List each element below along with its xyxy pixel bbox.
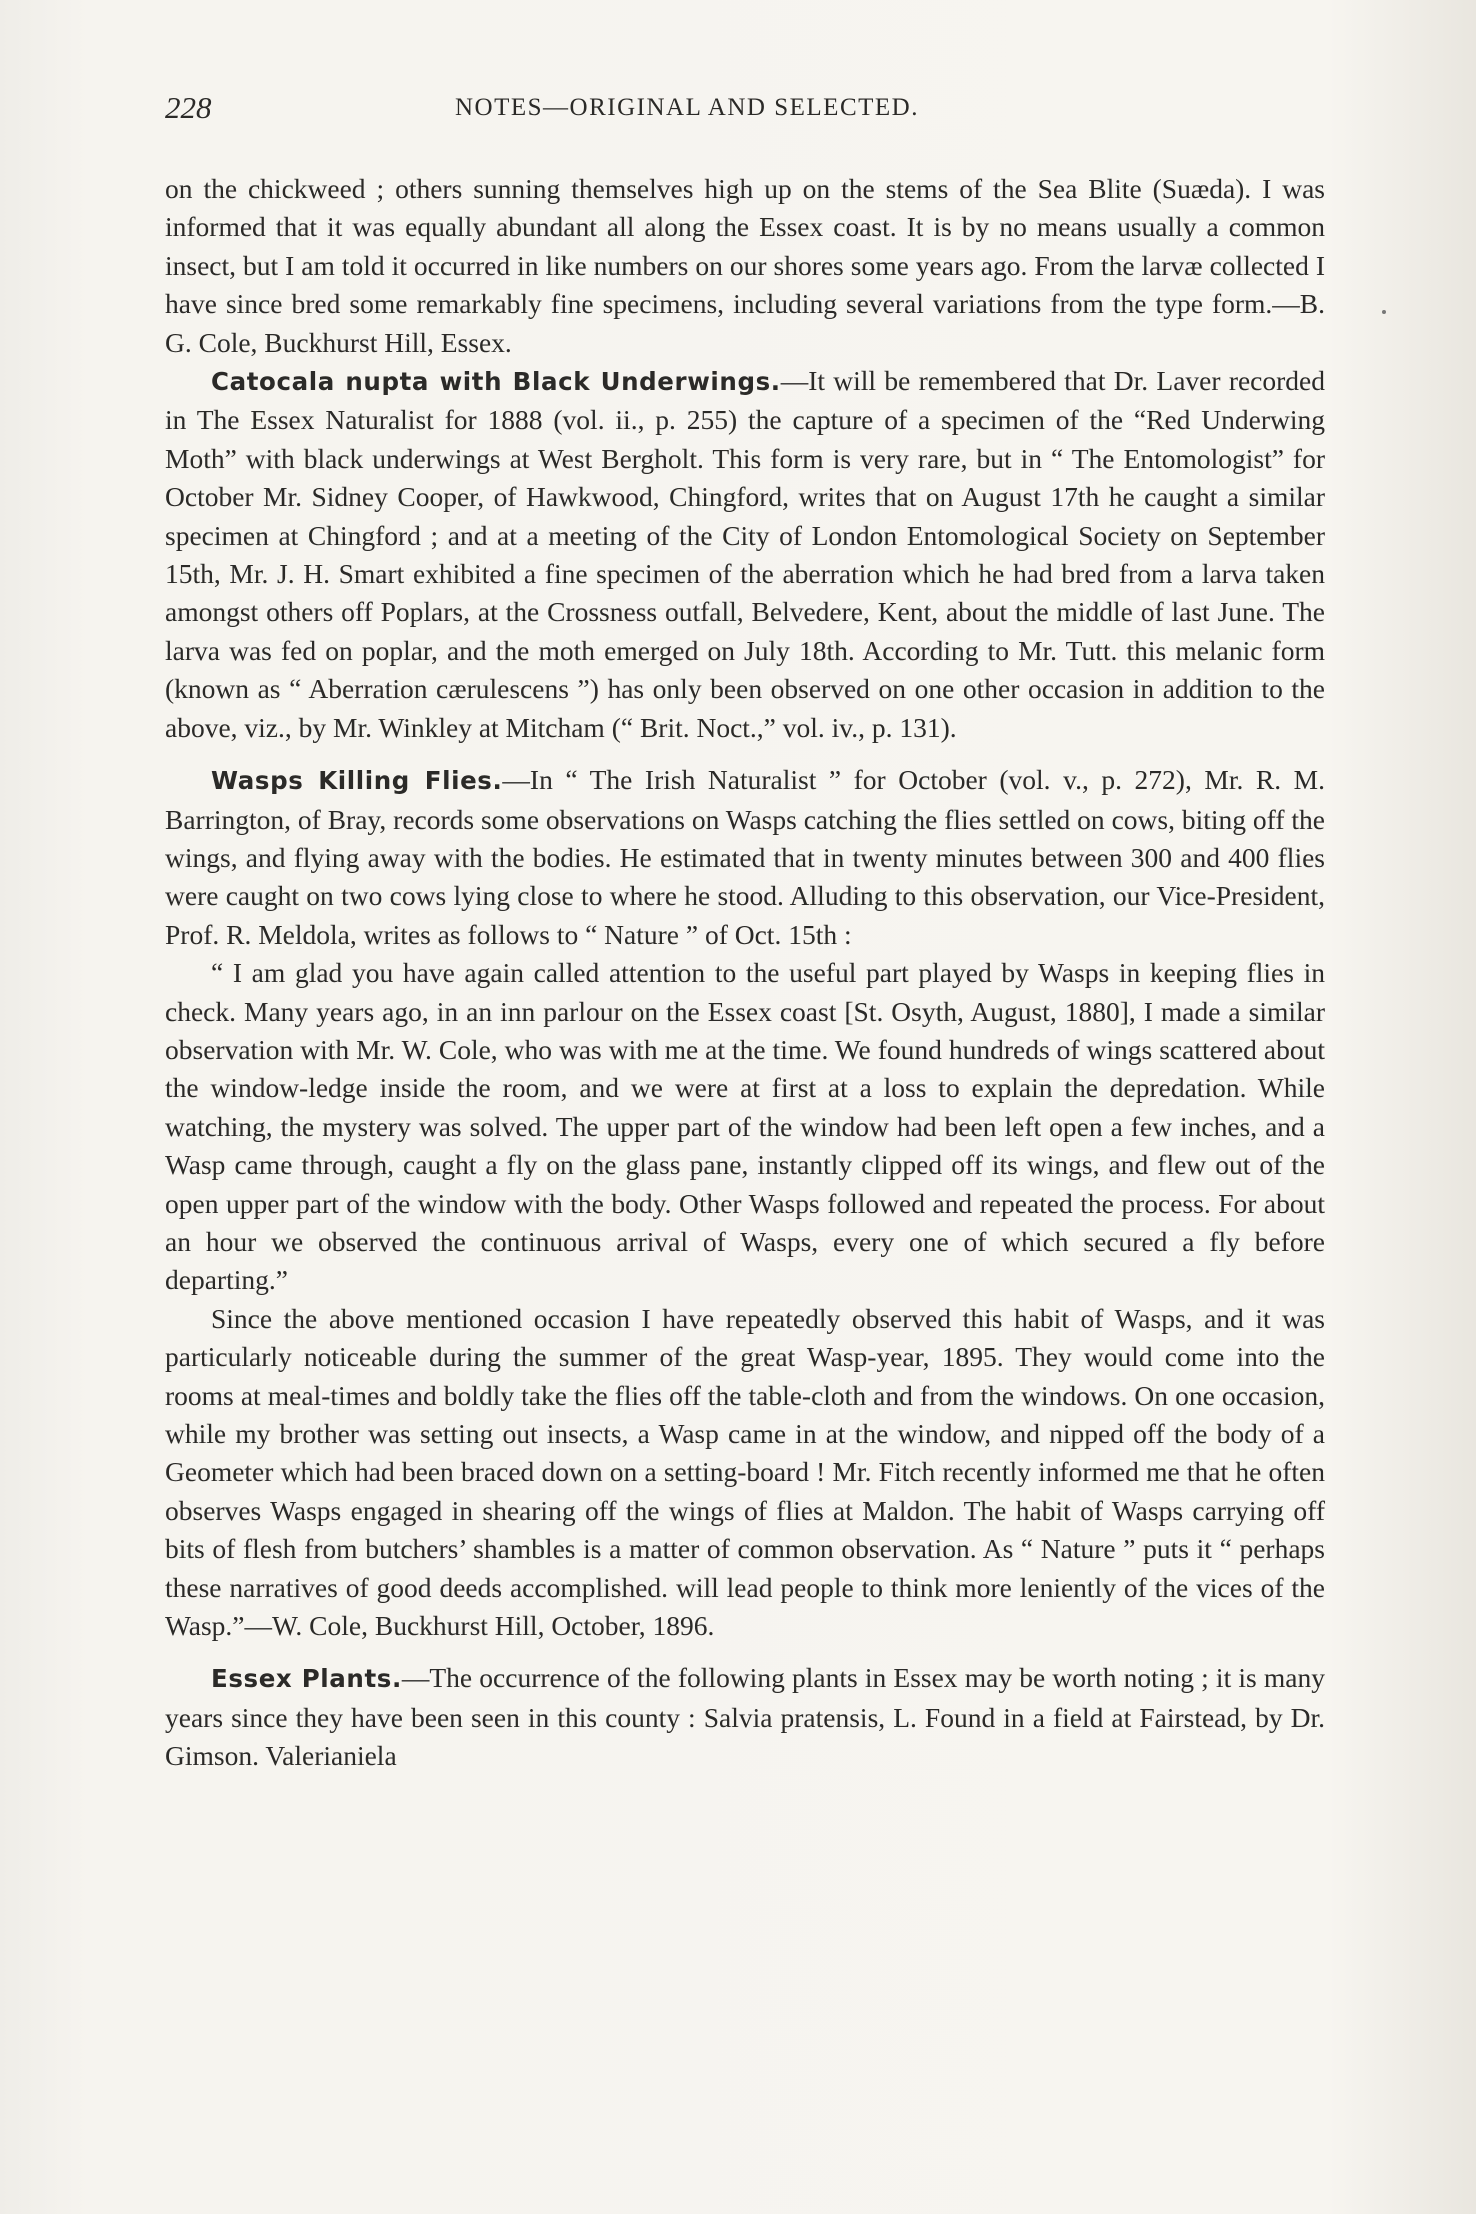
paragraph-text: on the chickweed ; others sunning themselves high up on the stems of the Sea Blite (Suæda). I was informed that it was equally abundant all along the Essex coast. It is by no means usually a common insect, but I am told it occurred in like numbers on our shores some years ago. From the larvæ collected I have since bred some remarkably fine specimens, including several variations from the type form.—B. G. Cole, Buckhurst Hill, Essex.: [165, 173, 1325, 358]
section-heading: Essex Plants.: [211, 1664, 402, 1694]
paragraph-catocala: [165, 362, 1325, 747]
scan-speck: [1382, 310, 1386, 314]
paragraph-text: —It will be remembered that Dr. Laver recorded in The Essex Naturalist for 1888 (vol. ii., p. 255) the capture of a specimen of the “Red Underwing Moth” with black underwings at West Bergholt. This form is very rare, but in “ The Entomologist” for October Mr. Sidney Cooper, of Hawkwood, Chingford, writes that on August 17th he caught a similar specimen at Chingford ; and at a meeting of the City of London Entomological Society on September 15th, Mr. J. H. Smart exhibited a fine specimen of the aberration which he had bred from a larva taken amongst others off Poplars, at the Crossness outfall, Belvedere, Kent, about the middle of last June. The larva was fed on poplar, and the moth emerged on July 18th. According to Mr. Tutt. this melanic form (known as “ Aberration cærulescens ”) has only been observed on one other occasion in addition to the above, viz., by Mr. Winkley at Mitcham (“ Brit. Noct.,” vol. iv., p. 131).: [165, 365, 1326, 743]
paragraph-text: Since the above mentioned occasion I have repeatedly observed this habit of Wasps, and it was particularly noticeable during the summer of the great Wasp-year, 1895. They would come into the rooms at meal-times and boldly take the flies off the table-cloth and from the windows. On one occasion, while my brother was setting out insects, a Wasp came in at the window, and nipped off the body of a Geometer which had been braced down on a setting-board ! Mr. Fitch recently informed me that he often observes Wasps engaged in shearing off the wings of flies at Maldon. The habit of Wasps carrying off bits of flesh from butchers’ shambles is a matter of common observation. As “ Nature ” puts it “ perhaps these narratives of good deeds accomplished. will lead people to think more leniently of the vices of the Wasp.”—W. Cole, Buckhurst Hill, October, 1896.: [165, 1302, 1325, 1642]
paragraph-text: “ I am glad you have again called attention to the useful part played by Wasps in keeping flies in check. Many years ago, in an inn parlour on the Essex coast [St. Osyth, August, 1880], I made a similar observation with Mr. W. Cole, who was with me at the time. We found hundreds of wings scattered about the window-ledge inside the room, and we were at first at a loss to explain the depredation. While watching, the mystery was solved. The upper part of the window had been left open a few inches, and a Wasp came through, caught a fly on the glass pane, instantly clipped off its wings, and flew out of the open upper part of the window with the body. Other Wasps followed and repeated the process. For about an hour we observed the continuous arrival of Wasps, every one of which secured a fly before departing.”: [165, 957, 1325, 1296]
running-title: NOTES—ORIGINAL AND SELECTED.: [455, 94, 919, 121]
paragraph-continuation: [165, 170, 1325, 362]
paragraph-wasps: [165, 761, 1325, 954]
body-text: [165, 170, 1325, 1776]
paragraph-essex-plants: [165, 1659, 1325, 1775]
paragraph-text: —The occurrence of the following plants in Essex may be worth noting ; it is many years since they have been seen in this county : Salvia pratensis, L. Found in a field at Fairstead, by Dr. Gimson. Valerianiela: [165, 1662, 1325, 1772]
paragraph-text: —In “ The Irish Naturalist ” for October (vol. v., p. 272), Mr. R. M. Barrington, of Bray, records some observations on Wasps catching the flies settled on cows, biting off the wings, and flying away with the bodies. He estimated that in twenty minutes between 300 and 400 flies were caught on two cows lying close to where he stood. Alluding to this observation, our Vice-President, Prof. R. Meldola, writes as follows to “ Nature ” of Oct. 15th :: [165, 764, 1325, 950]
section-heading: Wasps Killing Flies.: [211, 766, 503, 796]
page-number: 228: [165, 90, 212, 125]
paragraph-quotation: [165, 954, 1325, 1300]
page-header: [165, 90, 1325, 130]
paragraph-observations: [165, 1300, 1325, 1646]
section-heading: Catocala nupta with Black Underwings.: [211, 367, 781, 397]
